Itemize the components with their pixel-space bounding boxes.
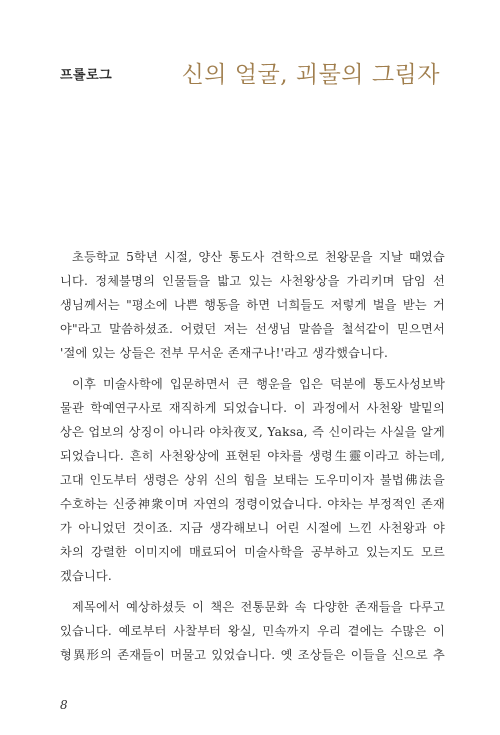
- text-line: 되었습니다. 흔히 사천왕상에 표현된 야차를 생령生靈이라고 하는데,: [60, 449, 445, 463]
- paragraph: [60, 245, 445, 365]
- text-line: 상은 업보의 상징이 아니라 야차夜叉, Yaksa, 즉 신이라는 사실을 알게: [60, 425, 445, 439]
- page-number: 8: [60, 698, 68, 712]
- text-line: 차의 강렬한 이미지에 매료되어 미술사학을 공부하고 있는지도 모르: [60, 545, 445, 559]
- chapter-title: 신의 얼굴, 괴물의 그림자: [181, 62, 440, 88]
- paragraph: [60, 595, 445, 667]
- header-label: 프롤로그: [60, 68, 113, 83]
- text-line: 초등학교 5학년 시절, 양산 통도사 견학으로 천왕문을 지날 때였습: [72, 250, 445, 264]
- text-line: 겠습니다.: [60, 569, 112, 583]
- text-line: '절에 있는 상들은 전부 무서운 존재구나!'라고 생각했습니다.: [60, 346, 389, 360]
- text-line: 가 아니었던 것이죠. 지금 생각해보니 어린 시절에 느낀 사천왕과 야: [60, 521, 445, 535]
- text-line: 야"라고 말씀하셨죠. 어렸던 저는 선생님 말씀을 철석같이 믿으면서: [60, 322, 445, 336]
- text-line: 생님께서는 "평소에 나쁜 행동을 하면 너희들도 저렇게 벌을 받는 거: [60, 298, 445, 312]
- text-line: 고대 인도부터 생령은 상위 신의 힘을 보태는 도우미이자 불법佛法을: [60, 473, 445, 487]
- text-line: 형異形의 존재들이 머물고 있었습니다. 옛 조상들은 이들을 신으로 추: [60, 648, 445, 662]
- text-line: 이후 미술사학에 입문하면서 큰 행운을 입은 덕분에 통도사성보박: [72, 377, 445, 391]
- text-line: 물관 학예연구사로 재직하게 되었습니다. 이 과정에서 사천왕 발밑의: [60, 401, 445, 415]
- text-line: 있습니다. 예로부터 사찰부터 왕실, 민속까지 우리 곁에는 수많은 이: [60, 624, 445, 638]
- text-line: 니다. 정체불명의 인물들을 밟고 있는 사천왕상을 가리키며 담임 선: [60, 274, 445, 288]
- body-text: [60, 245, 445, 674]
- text-line: 수호하는 신중神衆이며 자연의 정령이었습니다. 야차는 부정적인 존재: [60, 497, 445, 511]
- paragraph: [60, 372, 445, 588]
- text-line: 제목에서 예상하셨듯 이 책은 전통문화 속 다양한 존재들을 다루고: [72, 600, 445, 614]
